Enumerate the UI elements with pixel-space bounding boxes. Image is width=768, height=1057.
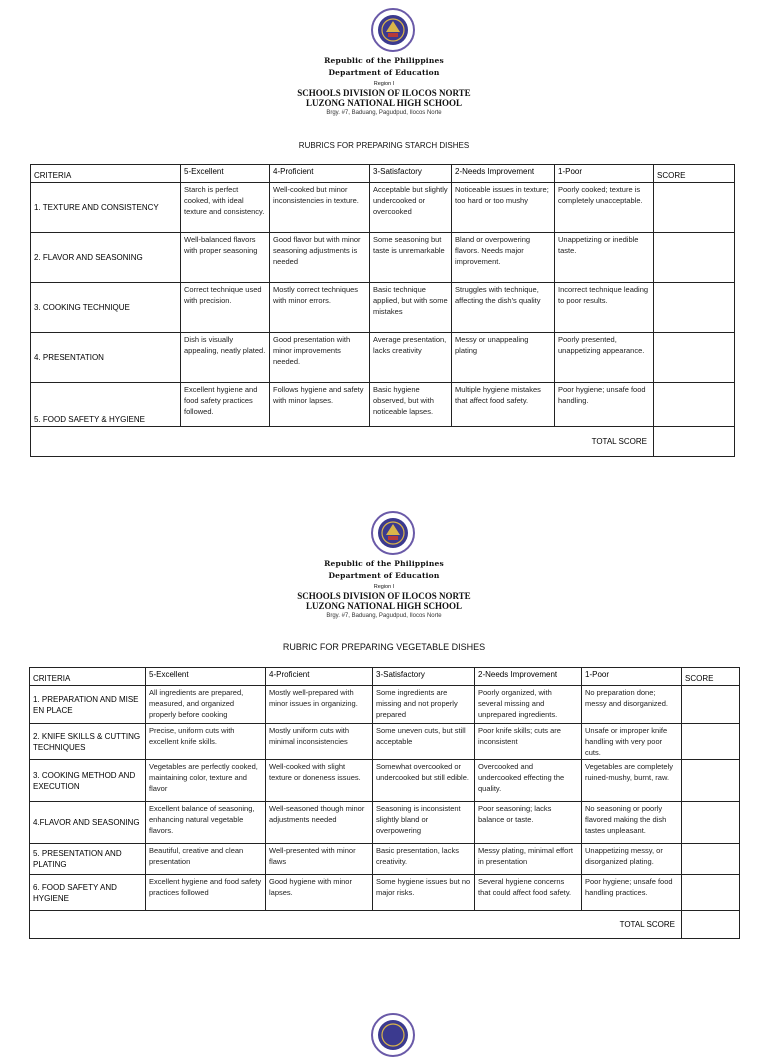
- level-4-cell: Well-cooked with slight texture or doneness issues.: [266, 760, 373, 802]
- division-line: SCHOOLS DIVISION OF ILOCOS NORTE: [297, 88, 471, 98]
- criteria-cell: 2. KNIFE SKILLS & CUTTING TECHNIQUES: [30, 724, 146, 760]
- criteria-cell: 2. FLAVOR AND SEASONING: [31, 233, 181, 283]
- deped-seal-icon: [371, 8, 415, 52]
- score-cell[interactable]: [654, 183, 735, 233]
- department-line: Department of Education: [328, 571, 440, 580]
- level-2-cell: Poor seasoning; lacks balance or taste.: [475, 802, 582, 844]
- header-poor: 1-Poor: [555, 165, 654, 183]
- level-3-cell: Seasoning is inconsistent slightly bland or overpowering: [373, 802, 475, 844]
- division-line: SCHOOLS DIVISION OF ILOCOS NORTE: [297, 591, 471, 601]
- level-2-cell: Bland or overpowering flavors. Needs major improvement.: [452, 233, 555, 283]
- region-line: Region I: [373, 584, 395, 590]
- header-satisfactory: 3-Satisfactory: [373, 668, 475, 686]
- score-cell[interactable]: [654, 383, 735, 427]
- level-1-cell: No seasoning or poorly flavored making the dish tastes unpleasant.: [582, 802, 682, 844]
- table-row: [31, 183, 735, 233]
- level-5-cell: Precise, uniform cuts with excellent knife skills.: [146, 724, 266, 760]
- level-5-cell: Starch is perfect cooked, with ideal texture and consistency.: [181, 183, 270, 233]
- deped-seal-icon: [371, 511, 415, 555]
- level-2-cell: Noticeable issues in texture; too hard or too mushy: [452, 183, 555, 233]
- level-5-cell: All ingredients are prepared, measured, and organized properly before cooking: [146, 686, 266, 724]
- total-row: [30, 911, 740, 939]
- level-1-cell: Poorly presented, unappetizing appearance.: [555, 333, 654, 383]
- score-cell[interactable]: [682, 760, 740, 802]
- level-3-cell: Some seasoning but taste is unremarkable: [370, 233, 452, 283]
- table-row: [30, 875, 740, 911]
- table-row: [31, 233, 735, 283]
- header-needs-improvement: 2-Needs Improvement: [475, 668, 582, 686]
- level-5-cell: Well-balanced flavors with proper seasoning: [181, 233, 270, 283]
- region-line: Region I: [373, 81, 395, 87]
- header-criteria: CRITERIA: [30, 668, 146, 686]
- level-1-cell: Unappetizing or inedible taste.: [555, 233, 654, 283]
- level-1-cell: Unappetizing messy, or disorganized plating.: [582, 844, 682, 875]
- criteria-cell: 3. COOKING TECHNIQUE: [31, 283, 181, 333]
- level-3-cell: Basic technique applied, but with some mistakes: [370, 283, 452, 333]
- level-4-cell: Well-seasoned though minor adjustments needed: [266, 802, 373, 844]
- school-line: LUZONG NATIONAL HIGH SCHOOL: [305, 98, 463, 108]
- starch-rubric-table: [30, 164, 735, 457]
- level-4-cell: Good hygiene with minor lapses.: [266, 875, 373, 911]
- total-score-cell[interactable]: [682, 911, 740, 939]
- table-row: [30, 724, 740, 760]
- level-3-cell: Acceptable but slightly undercooked or overcooked: [370, 183, 452, 233]
- criteria-cell: 1. PREPARATION AND MISE EN PLACE: [30, 686, 146, 724]
- level-5-cell: Beautiful, creative and clean presentation: [146, 844, 266, 875]
- total-row: [31, 427, 735, 457]
- score-cell[interactable]: [654, 333, 735, 383]
- criteria-cell: 1. TEXTURE AND CONSISTENCY: [31, 183, 181, 233]
- score-cell[interactable]: [682, 875, 740, 911]
- level-5-cell: Dish is visually appealing, neatly plated.: [181, 333, 270, 383]
- level-5-cell: Vegetables are perfectly cooked, maintaining color, texture and flavor: [146, 760, 266, 802]
- header-proficient: 4-Proficient: [270, 165, 370, 183]
- total-score-label: TOTAL SCORE: [31, 427, 654, 457]
- republic-line: Republic of the Philippines: [324, 56, 444, 65]
- level-5-cell: Excellent balance of seasoning, enhancing natural vegetable flavors.: [146, 802, 266, 844]
- level-3-cell: Basic hygiene observed, but with noticeable lapses.: [370, 383, 452, 427]
- level-4-cell: Mostly well-prepared with minor issues in organizing.: [266, 686, 373, 724]
- table-row: [31, 383, 735, 427]
- level-3-cell: Basic presentation, lacks creativity.: [373, 844, 475, 875]
- level-1-cell: No preparation done; messy and disorganized.: [582, 686, 682, 724]
- score-cell[interactable]: [654, 233, 735, 283]
- level-4-cell: Mostly uniform cuts with minimal inconsistencies: [266, 724, 373, 760]
- level-2-cell: Messy plating, minimal effort in presentation: [475, 844, 582, 875]
- level-3-cell: Some ingredients are missing and not properly prepared: [373, 686, 475, 724]
- republic-line: Republic of the Philippines: [324, 559, 444, 568]
- level-1-cell: Poor hygiene; unsafe food handling practices.: [582, 875, 682, 911]
- header-score: SCORE: [654, 165, 735, 183]
- total-score-label: TOTAL SCORE: [30, 911, 682, 939]
- vegetable-rubric-table: [29, 667, 740, 939]
- score-cell[interactable]: [682, 686, 740, 724]
- deped-seal-icon: [371, 1013, 415, 1057]
- starch-rubric-page: [0, 0, 768, 470]
- header-needs-improvement: 2-Needs Improvement: [452, 165, 555, 183]
- criteria-cell: 4.FLAVOR AND SEASONING: [30, 802, 146, 844]
- header-satisfactory: 3-Satisfactory: [370, 165, 452, 183]
- level-1-cell: Vegetables are completely ruined-mushy, burnt, raw.: [582, 760, 682, 802]
- level-1-cell: Unsafe or improper knife handling with very poor cuts.: [582, 724, 682, 760]
- level-4-cell: Good presentation with minor improvements needed.: [270, 333, 370, 383]
- level-3-cell: Some uneven cuts, but still acceptable: [373, 724, 475, 760]
- table-header-row: [31, 165, 735, 183]
- table-row: [30, 844, 740, 875]
- level-2-cell: Overcooked and undercooked effecting the quality.: [475, 760, 582, 802]
- level-4-cell: Well-cooked but minor inconsistencies in texture.: [270, 183, 370, 233]
- level-1-cell: Poorly cooked; texture is completely unacceptable.: [555, 183, 654, 233]
- level-2-cell: Poorly organized, with several missing and unprepared ingredients.: [475, 686, 582, 724]
- score-cell[interactable]: [682, 844, 740, 875]
- table-row: [30, 686, 740, 724]
- criteria-cell: 5. FOOD SAFETY & HYGIENE: [31, 383, 181, 427]
- level-2-cell: Struggles with technique, affecting the dish's quality: [452, 283, 555, 333]
- level-5-cell: Correct technique used with precision.: [181, 283, 270, 333]
- level-1-cell: Incorrect technique leading to poor results.: [555, 283, 654, 333]
- level-4-cell: Well-presented with minor flaws: [266, 844, 373, 875]
- level-5-cell: Excellent hygiene and food safety practices followed.: [181, 383, 270, 427]
- score-cell[interactable]: [682, 802, 740, 844]
- criteria-cell: 3. COOKING METHOD AND EXECUTION: [30, 760, 146, 802]
- total-score-cell[interactable]: [654, 427, 735, 457]
- table-row: [30, 802, 740, 844]
- criteria-cell: 6. FOOD SAFETY AND HYGIENE: [30, 875, 146, 911]
- table-header-row: [30, 668, 740, 686]
- level-4-cell: Good flavor but with minor seasoning adjustments is needed: [270, 233, 370, 283]
- header-criteria: CRITERIA: [31, 165, 181, 183]
- level-3-cell: Somewhat overcooked or undercooked but still edible.: [373, 760, 475, 802]
- level-4-cell: Mostly correct techniques with minor errors.: [270, 283, 370, 333]
- table-row: [31, 333, 735, 383]
- level-5-cell: Excellent hygiene and food safety practices followed: [146, 875, 266, 911]
- level-2-cell: Messy or unappealing plating: [452, 333, 555, 383]
- school-line: LUZONG NATIONAL HIGH SCHOOL: [305, 601, 463, 611]
- header-excellent: 5-Excellent: [146, 668, 266, 686]
- address-line: Brgy. #7, Baduang, Pagudpud, Ilocos Norte: [326, 110, 442, 116]
- header-proficient: 4-Proficient: [266, 668, 373, 686]
- criteria-cell: 4. PRESENTATION: [31, 333, 181, 383]
- vegetable-rubric-title: RUBRIC FOR PREPARING VEGETABLE DISHES: [282, 642, 486, 652]
- table-row: [31, 283, 735, 333]
- header-excellent: 5-Excellent: [181, 165, 270, 183]
- level-2-cell: Several hygiene concerns that could affect food safety.: [475, 875, 582, 911]
- score-cell[interactable]: [654, 283, 735, 333]
- level-2-cell: Poor knife skills; cuts are inconsistent: [475, 724, 582, 760]
- header-poor: 1-Poor: [582, 668, 682, 686]
- level-2-cell: Multiple hygiene mistakes that affect food safety.: [452, 383, 555, 427]
- score-cell[interactable]: [682, 724, 740, 760]
- starch-rubric-title: RUBRICS FOR PREPARING STARCH DISHES: [298, 141, 470, 150]
- level-3-cell: Some hygiene issues but no major risks.: [373, 875, 475, 911]
- department-line: Department of Education: [328, 68, 440, 77]
- table-row: [30, 760, 740, 802]
- criteria-cell: 5. PRESENTATION AND PLATING: [30, 844, 146, 875]
- level-1-cell: Poor hygiene; unsafe food handling.: [555, 383, 654, 427]
- address-line: Brgy. #7, Baduang, Pagudpud, Ilocos Norte: [326, 613, 442, 619]
- level-3-cell: Average presentation, lacks creativity: [370, 333, 452, 383]
- level-4-cell: Follows hygiene and safety with minor lapses.: [270, 383, 370, 427]
- header-score: SCORE: [682, 668, 740, 686]
